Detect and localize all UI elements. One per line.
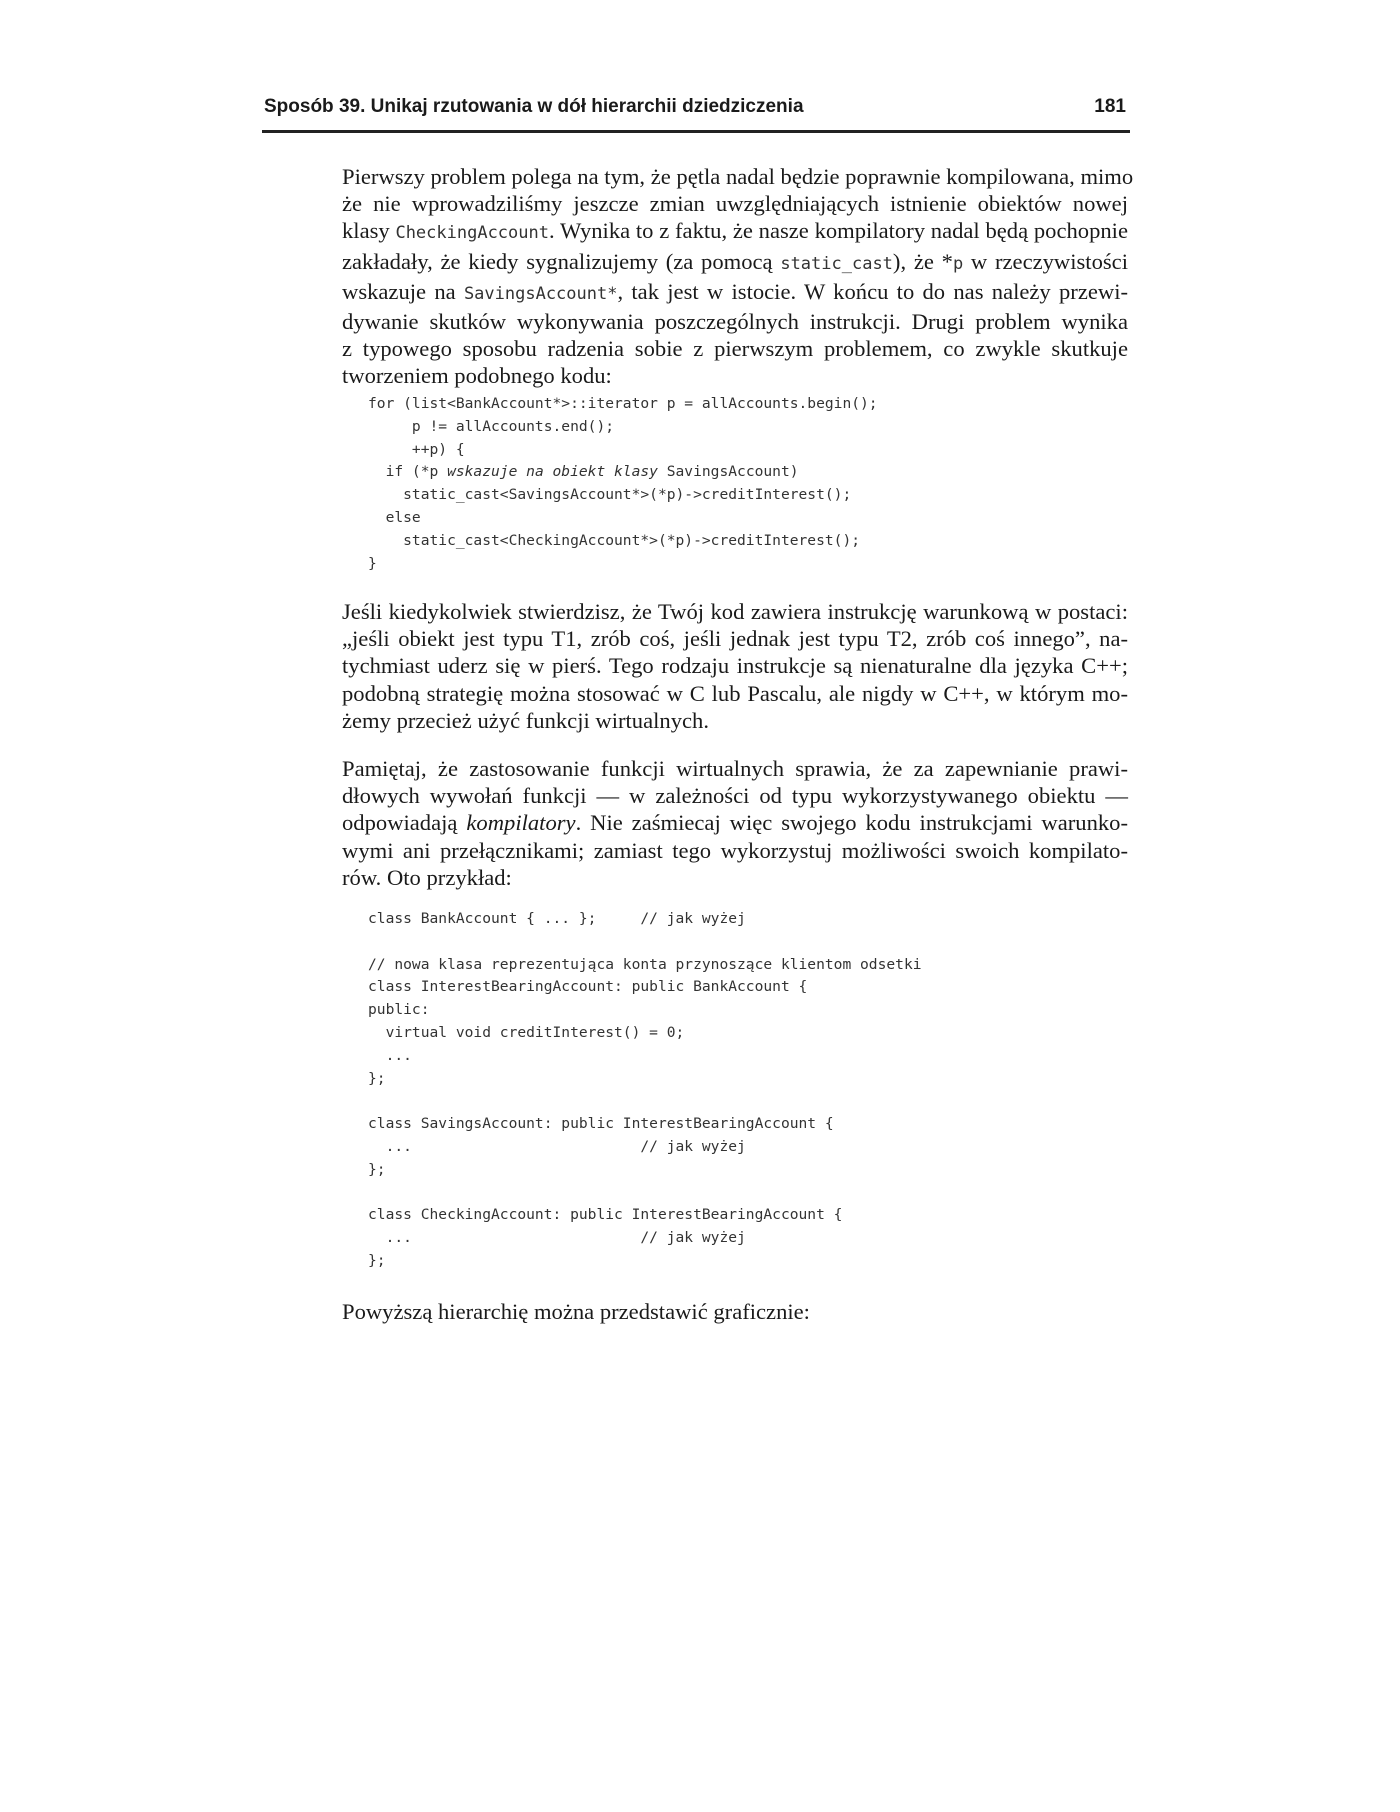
code-line: }; xyxy=(368,1069,386,1087)
code-line: class CheckingAccount: public InterestBearingAccount { xyxy=(368,1206,843,1224)
text-run: odpowiadają xyxy=(342,810,467,836)
code-line: for (list<BankAccount*>::iterator p = allAccounts.begin(); xyxy=(368,395,878,412)
running-header xyxy=(262,96,1130,133)
paragraph-line: Pierwszy problem polega na tym, że pętla nadal będzie poprawnie kompilowana, mimo xyxy=(342,164,1134,189)
code-block-1 xyxy=(368,393,878,575)
code-line: }; xyxy=(368,1251,386,1269)
paragraph-4 xyxy=(342,1298,1128,1325)
text-run: klasy xyxy=(342,218,396,244)
code-line xyxy=(368,1090,922,1113)
paragraph-1 xyxy=(342,163,1134,390)
code-line: ++p) { xyxy=(368,440,465,458)
code-line: else xyxy=(368,508,421,526)
page-number: 181 xyxy=(1094,96,1126,117)
inline-code: SavingsAccount* xyxy=(463,283,618,304)
paragraph-line: podobną strategię można stosować w C lub Pascalu, ale nigdy w C++, w którym mo- xyxy=(342,680,1128,706)
code-line: p != allAccounts.end(); xyxy=(368,417,615,435)
paragraph-line: Powyższą hierarchię można przedstawić graficznie: xyxy=(342,1299,810,1324)
code-line xyxy=(368,461,878,484)
code-line: ... // jak wyżej xyxy=(368,1229,746,1247)
paragraph-3 xyxy=(342,755,1128,891)
code-line: static_cast<SavingsAccount*>(*p)->creditInterest(); xyxy=(368,486,852,504)
code-text: if (*p xyxy=(368,463,448,481)
inline-code: p xyxy=(952,253,964,274)
code-line: class BankAccount { ... }; // jak wyżej xyxy=(368,910,746,927)
paragraph-line xyxy=(342,809,1128,836)
code-text: SavingsAccount) xyxy=(657,463,799,481)
code-line: } xyxy=(368,554,377,572)
code-line: class InterestBearingAccount: public BankAccount { xyxy=(368,978,808,996)
paragraph-line: rów. Oto przykład: xyxy=(342,864,512,890)
code-line: ... // jak wyżej xyxy=(368,1137,746,1155)
paragraph-line xyxy=(342,217,1128,247)
paragraph-line: żemy przecież użyć funkcji wirtualnych. xyxy=(342,707,709,733)
code-line: }; xyxy=(368,1160,386,1178)
paragraph-line: że nie wprowadziliśmy jeszcze zmian uwzględniających istnienie obiektów nowej xyxy=(342,191,1128,217)
text-run: ), że * xyxy=(892,248,953,274)
inline-code: static_cast xyxy=(780,253,893,274)
text-run: wskazuje na xyxy=(342,278,464,304)
paragraph-line: Pamiętaj, że zastosowanie funkcji wirtualnych sprawia, że za zapewnianie prawi- xyxy=(342,756,1128,781)
code-line xyxy=(368,931,922,954)
paragraph-line: dywanie skutków wykonywania poszczególnych instrukcji. Drugi problem wynika xyxy=(342,309,1128,335)
chapter-title: Sposób 39. Unikaj rzutowania w dół hierarchii dziedziczenia xyxy=(264,96,804,117)
code-comment: wskazuje na obiekt klasy xyxy=(447,463,658,481)
paragraph-line: wymi ani przełącznikami; zamiast tego wykorzystuj możliwości swoich kompilato- xyxy=(342,837,1128,863)
paragraph-line xyxy=(342,248,1128,278)
paragraph-2 xyxy=(342,598,1128,734)
paragraph-line xyxy=(342,278,1128,308)
paragraph-line: tworzeniem podobnego kodu: xyxy=(342,363,612,389)
inline-code: CheckingAccount xyxy=(395,223,549,244)
text-run: . Nie zaśmiecaj więc swojego kodu instrukcjami warunko- xyxy=(575,810,1129,836)
paragraph-line: z typowego sposobu radzenia sobie z pierwszym problemem, co zwykle skutkuje xyxy=(342,336,1128,362)
code-line: virtual void creditInterest() = 0; xyxy=(368,1023,685,1041)
paragraph-line: dłowych wywołań funkcji — w zależności od typu wykorzystywanego obiektu — xyxy=(342,783,1128,809)
text-run: . Wynika to z faktu, że nasze kompilatory nadal będą pochopnie xyxy=(548,218,1128,244)
code-line: public: xyxy=(368,1001,430,1019)
text-run: , tak jest w istocie. W końcu to do nas należy przewi- xyxy=(617,278,1128,304)
paragraph-line: tychmiast uderz się w pierś. Tego rodzaju instrukcje są nienaturalne dla języka C++; xyxy=(342,653,1128,679)
paragraph-line: Jeśli kiedykolwiek stwierdzisz, że Twój kod zawiera instrukcję warunkową w postaci: xyxy=(342,599,1128,624)
text-run: w rzeczywistości xyxy=(963,248,1128,274)
code-line: // nowa klasa reprezentująca konta przynoszące klientom odsetki xyxy=(368,955,922,973)
code-block-2 xyxy=(368,908,922,1273)
code-line: class SavingsAccount: public InterestBearingAccount { xyxy=(368,1115,834,1133)
code-line xyxy=(368,1182,922,1205)
paragraph-line: „jeśli obiekt jest typu T1, zrób coś, jeśli jednak jest typu T2, zrób coś innego”, na- xyxy=(342,626,1128,652)
code-line: ... xyxy=(368,1046,412,1064)
text-run: zakładały, że kiedy sygnalizujemy (za pomocą xyxy=(342,248,781,274)
code-line: static_cast<CheckingAccount*>(*p)->creditInterest(); xyxy=(368,531,861,549)
emphasis-text: kompilatory xyxy=(466,810,576,836)
